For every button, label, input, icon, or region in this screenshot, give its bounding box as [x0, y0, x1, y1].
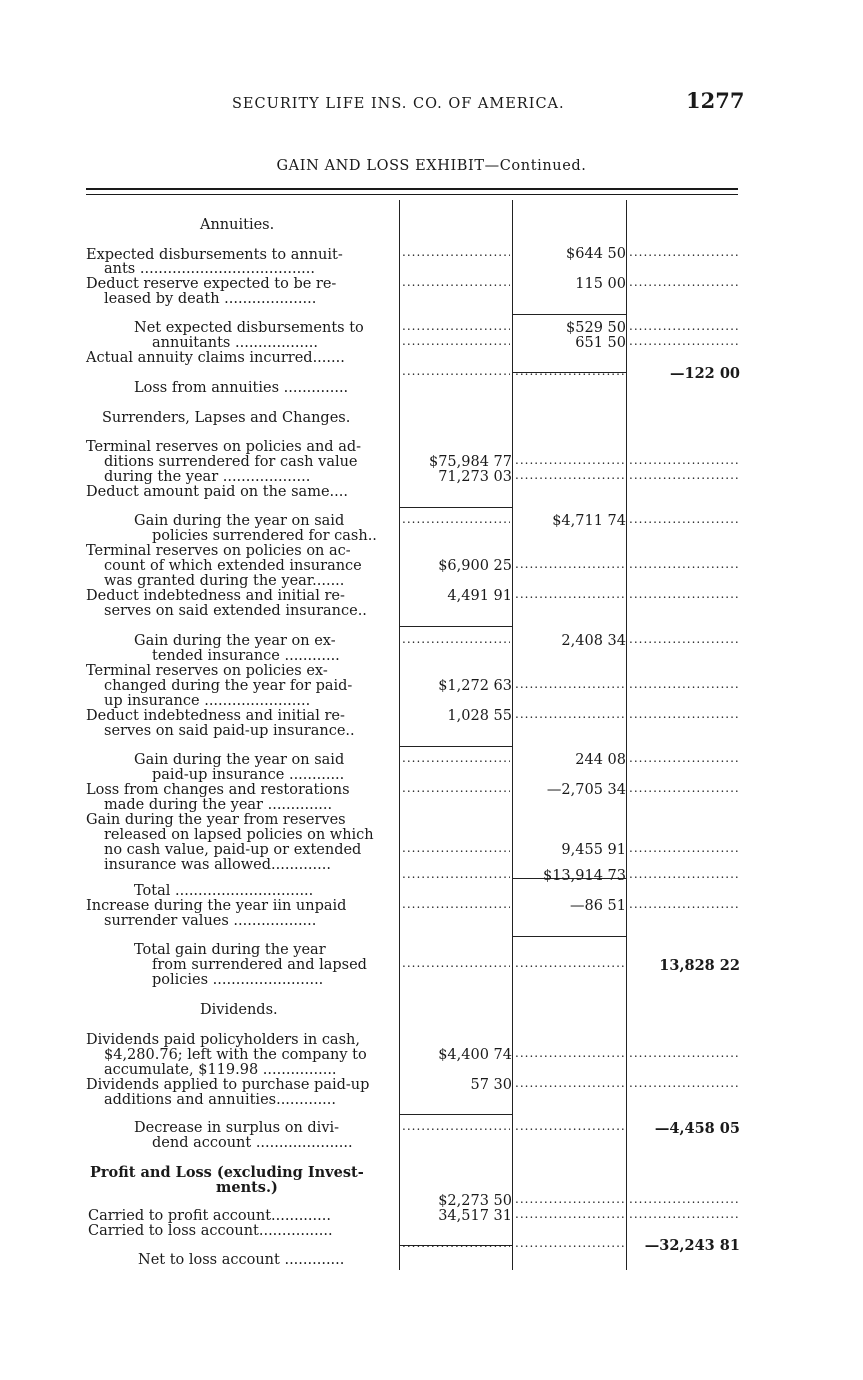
amount: —86 51 — [569, 898, 626, 914]
gain-loss-ledger: Annuities. Expected disbursements to annuit- ants ...................................... ..... $644 50 ..... Deduct reserve expected to be re- leased by death .................... ..... 115 00 ..... Net expected disbursements to annuitants .................. ..... $529 50 ..... Actual annuity claims incurred....... ..... 651 50 ..... Loss from annuities .............. ..... ..... —122 00 Surrenders, Lapses and Changes. Terminal reserves on policies and ad- ditions surrendered for cash value during the year ................... $75,984 77 ..... ..... Deduct amount paid on the same.... 71,273 03 ..... ..... Gain during the year on said policies surrendered for cash.. ..... $4,711 74 ..... Terminal reserves on policies on ac- count of which extended insurance was granted during the year....... $6,900 25 ..... ..... Deduct indebtedness and initial re- serves on said extended insurance.. 4,491 91 ..... ..... Gain during the year on ex- tended insurance ............ ..... 2,408 34 ..... Terminal reserves on policies ex- changed during the year for paid- up insurance ....................... $1,272 63 ..... ..... Deduct indebtedness and initial re- serves on said paid-up insurance.. 1,028 55 ..... ..... Gain during the year on said paid-up insurance ............ ..... 244 08 ..... Loss from changes and restorations made during the year .............. ..... —2,705 34 ..... Gain during the year from reserves released on lapsed policies on which no cash value, paid-up or extended insurance was allowed............. ..... 9,455 91 ..... Total .............................. ..... $13,914 73 ..... Increase during the year iin unpaid surrender values .................. ..... —86 51 ..... Total gain during the year from surrendered and lapsed policies ........................ ..... ..... 13,828 22 Dividends. Dividends paid policyholders in cash, $4,280.76; left with the company to accumulate, $119.98 ................ $4,400 74 ..... ..... Dividends applied to purchase paid-up additions and annuities............. 57 30 ..... ..... Decrease in surplus on divi- dend account ..................... ..... ..... —4,458 05 Profit and Loss (excluding Invest- ments.) Carried to profit account............. $2,273 50 ..... ..... Carried to loss account................ 34,517 31 ..... ..... Net to loss account ............. ..... ..... —32,243 81 — [0, 0, 863, 1380]
amount: $2,273 50 — [438, 1193, 512, 1209]
amount: 115 00 — [575, 276, 626, 292]
amount: $644 50 — [566, 246, 626, 262]
subtotal-rule — [399, 1114, 512, 1115]
column-divider — [512, 200, 513, 1270]
subtotal-rule — [399, 507, 512, 508]
amount: $4,400 74 — [438, 1047, 512, 1063]
subtotal-rule — [399, 746, 512, 747]
amount: 34,517 31 — [438, 1208, 512, 1224]
exhibit-title: GAIN AND LOSS EXHIBIT—Continued. — [276, 158, 587, 174]
column-divider — [399, 200, 400, 1270]
amount: $4,711 74 — [552, 513, 626, 529]
amount: 1,028 55 — [447, 708, 512, 724]
amount: 2,408 34 — [561, 633, 626, 649]
amount: $529 50 — [566, 320, 626, 336]
amount: —122 00 — [670, 365, 740, 382]
amount: —2,705 34 — [546, 782, 626, 798]
amount: 71,273 03 — [438, 469, 512, 485]
page-number: 1277 — [686, 88, 745, 113]
subtotal-rule — [512, 936, 626, 937]
subtotal-rule — [512, 314, 626, 315]
amount: $6,900 25 — [438, 558, 512, 574]
amount: 9,455 91 — [561, 842, 626, 858]
amount: $75,984 77 — [428, 454, 512, 470]
column-divider — [626, 200, 627, 1270]
amount: 57 30 — [470, 1077, 512, 1093]
subtotal-rule — [399, 626, 512, 627]
amount: $13,914 73 — [542, 868, 626, 884]
amount: 651 50 — [575, 335, 626, 351]
running-title: SECURITY LIFE INS. CO. OF AMERICA. — [232, 96, 565, 112]
amount: —32,243 81 — [644, 1237, 740, 1254]
amount: 244 08 — [575, 752, 626, 768]
amount: $1,272 63 — [438, 678, 512, 694]
amount: 4,491 91 — [447, 588, 512, 604]
amount: —4,458 05 — [654, 1120, 740, 1137]
amount: 13,828 22 — [659, 957, 740, 974]
